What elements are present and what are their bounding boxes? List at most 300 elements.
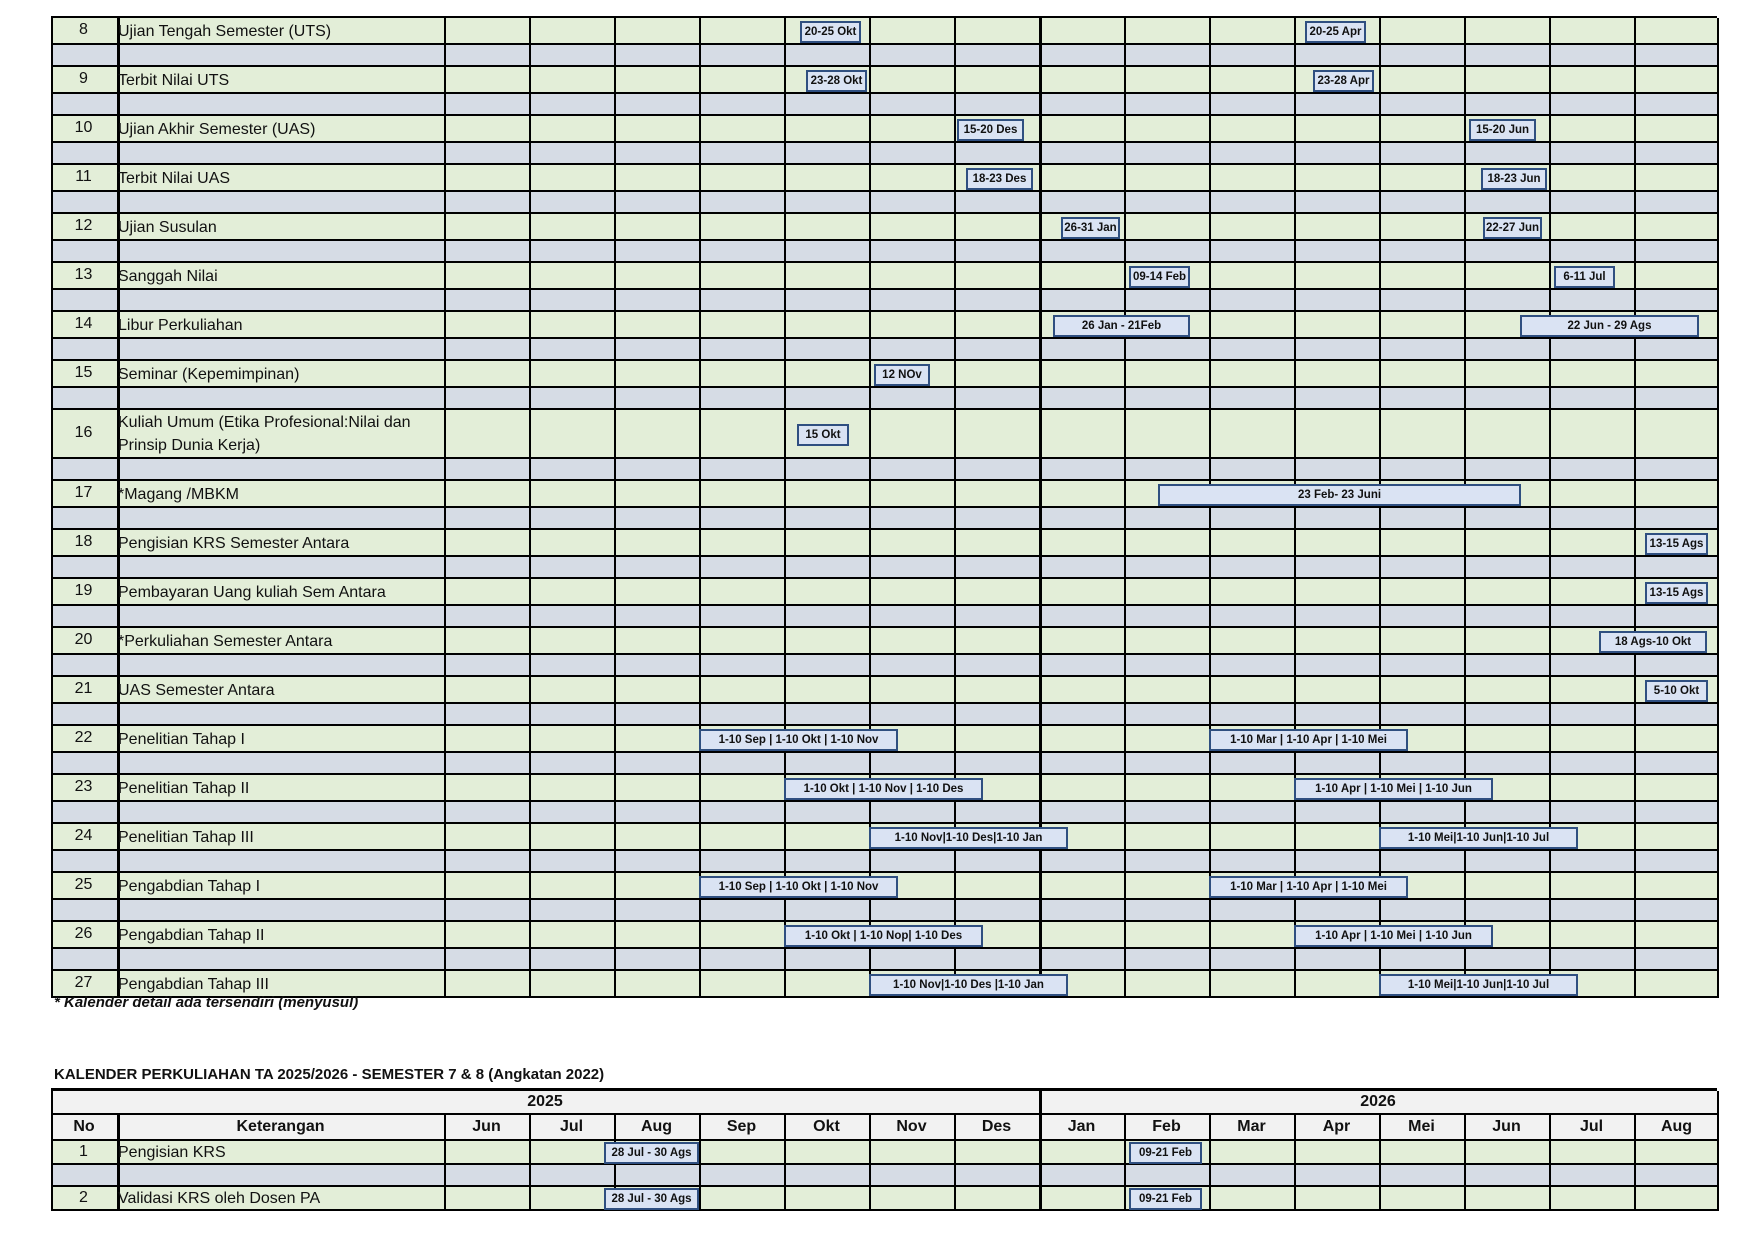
column-header-month: Apr <box>1322 1118 1351 1135</box>
grid-line <box>1717 873 1719 900</box>
grid-line <box>1379 214 1381 241</box>
grid-line <box>784 1141 786 1165</box>
column-header-keterangan: Keterangan <box>236 1118 325 1135</box>
grid-line <box>1464 67 1466 94</box>
grid-line <box>614 775 616 802</box>
spacer-row <box>51 1165 1717 1187</box>
grid-line <box>614 459 616 481</box>
grid-line <box>699 481 701 508</box>
grid-line <box>444 94 446 116</box>
grid-line <box>614 67 616 94</box>
grid-line <box>1379 339 1381 361</box>
grid-line <box>784 165 786 192</box>
grid-line <box>1549 192 1551 214</box>
grid-line <box>529 753 531 775</box>
grid-line <box>529 263 531 290</box>
grid-line <box>1549 606 1551 628</box>
grid-line <box>699 851 701 873</box>
grid-line <box>1039 410 1042 459</box>
row-number: 20 <box>74 630 93 648</box>
grid-line <box>1124 481 1126 508</box>
grid-line <box>1294 18 1296 45</box>
grid-line <box>614 606 616 628</box>
grid-line <box>1549 775 1551 802</box>
grid-line <box>1039 873 1042 900</box>
grid-line <box>1717 900 1719 922</box>
grid-line <box>1039 165 1042 192</box>
grid-line <box>51 94 53 116</box>
grid-line <box>784 971 786 998</box>
grid-line <box>1379 628 1381 655</box>
grid-line <box>1209 606 1211 628</box>
grid-line <box>699 1165 701 1187</box>
row-number: 21 <box>74 679 93 697</box>
grid-line <box>699 214 701 241</box>
date-range-bar: 1-10 Apr | 1-10 Mei | 1-10 Jun <box>1294 778 1493 800</box>
grid-line <box>1717 922 1719 949</box>
grid-line <box>869 753 871 775</box>
grid-line <box>869 290 871 312</box>
grid-line <box>954 900 956 922</box>
date-range-bar: 22-27 Jun <box>1483 217 1542 239</box>
grid-line <box>1124 873 1126 900</box>
grid-line <box>1379 1187 1381 1211</box>
grid-line <box>1124 655 1126 677</box>
row-number: 10 <box>74 118 93 136</box>
grid-line <box>614 704 616 726</box>
grid-line <box>1209 67 1211 94</box>
grid-line <box>1294 628 1296 655</box>
grid-line <box>529 45 531 67</box>
spacer-row <box>51 704 1717 726</box>
grid-line <box>1039 459 1042 481</box>
column-header-month: Mei <box>1408 1118 1435 1135</box>
grid-line <box>1634 1187 1636 1211</box>
grid-line <box>1039 530 1042 557</box>
grid-line <box>699 775 701 802</box>
grid-line <box>784 143 786 165</box>
grid-line <box>529 339 531 361</box>
grid-line <box>1124 263 1126 290</box>
grid-line <box>117 388 120 410</box>
row-number: 2 <box>79 1189 88 1206</box>
grid-line <box>954 753 956 775</box>
grid-line <box>1209 1187 1211 1211</box>
grid-line <box>444 388 446 410</box>
grid-line <box>1209 116 1211 143</box>
grid-line <box>614 824 616 851</box>
grid-line <box>954 263 956 290</box>
grid-line <box>444 1141 446 1165</box>
grid-line <box>954 530 956 557</box>
date-range-bar: 15-20 Jun <box>1469 119 1536 141</box>
grid-line <box>1634 192 1636 214</box>
grid-line <box>1379 900 1381 922</box>
grid-line <box>529 388 531 410</box>
grid-line <box>784 410 786 459</box>
grid-line <box>529 290 531 312</box>
grid-line <box>869 312 871 339</box>
date-range-bar: 15-20 Des <box>957 119 1024 141</box>
grid-line <box>529 165 531 192</box>
grid-line <box>954 557 956 579</box>
grid-line <box>784 339 786 361</box>
grid-line <box>699 116 701 143</box>
grid-line <box>1379 606 1381 628</box>
grid-line <box>614 312 616 339</box>
date-range-bar: 1-10 Mar | 1-10 Apr | 1-10 Mei <box>1209 729 1408 751</box>
grid-line <box>117 557 120 579</box>
grid-line <box>51 339 53 361</box>
grid-line <box>1209 45 1211 67</box>
grid-line <box>1549 263 1551 290</box>
grid-line <box>784 802 786 824</box>
grid-line <box>1209 459 1211 481</box>
column-header-month: Jul <box>1579 1118 1604 1135</box>
grid-line <box>117 290 120 312</box>
date-range-bar: 20-25 Okt <box>800 21 861 43</box>
row-label: Ujian Susulan <box>118 218 217 236</box>
grid-line <box>1717 388 1719 410</box>
grid-line <box>1209 971 1211 998</box>
column-header-month: Jul <box>559 1118 584 1135</box>
grid-line <box>1209 263 1211 290</box>
grid-line <box>1634 290 1636 312</box>
grid-line <box>869 1187 871 1211</box>
grid-line <box>444 241 446 263</box>
grid-line <box>1039 388 1042 410</box>
grid-line <box>1039 557 1042 579</box>
grid-line <box>529 192 531 214</box>
spacer-row <box>51 753 1717 775</box>
grid-line <box>614 949 616 971</box>
grid-line <box>1549 361 1551 388</box>
grid-line <box>1039 67 1042 94</box>
grid-line <box>869 579 871 606</box>
grid-line <box>954 214 956 241</box>
row-label: Penelitian Tahap III <box>118 828 254 846</box>
grid-line <box>1464 1165 1466 1187</box>
grid-line <box>117 704 120 726</box>
grid-line <box>1124 143 1126 165</box>
row-number: 15 <box>74 363 93 381</box>
grid-line <box>444 851 446 873</box>
grid-line <box>699 1141 701 1165</box>
spacer-row <box>51 557 1717 579</box>
grid-line <box>1039 214 1042 241</box>
grid-line <box>1124 508 1126 530</box>
grid-line <box>784 753 786 775</box>
date-range-bar: 1-10 Mar | 1-10 Apr | 1-10 Mei <box>1209 876 1408 898</box>
grid-line <box>699 312 701 339</box>
table-row <box>51 677 1717 704</box>
grid-line <box>1379 361 1381 388</box>
grid-line <box>1717 851 1719 873</box>
grid-line <box>1124 18 1126 45</box>
grid-line <box>1464 1141 1466 1165</box>
grid-line <box>444 361 446 388</box>
grid-line <box>1549 851 1551 873</box>
row-number: 27 <box>74 973 93 991</box>
grid-line <box>1124 628 1126 655</box>
grid-line <box>117 143 120 165</box>
row-label: Pengabdian Tahap III <box>118 975 269 993</box>
grid-line <box>1039 361 1042 388</box>
grid-line <box>1464 802 1466 824</box>
grid-line <box>614 971 616 998</box>
grid-line <box>1209 579 1211 606</box>
grid-line <box>529 579 531 606</box>
grid-line <box>954 873 956 900</box>
grid-line <box>869 18 871 45</box>
grid-line <box>1124 557 1126 579</box>
grid-line <box>1717 339 1719 361</box>
grid-line <box>1634 824 1636 851</box>
grid-line <box>1039 18 1042 45</box>
grid-line <box>529 628 531 655</box>
date-range-bar: 23 Feb- 23 Juni <box>1158 484 1521 506</box>
date-range-bar: 09-21 Feb <box>1129 1142 1202 1164</box>
grid-line <box>444 18 446 45</box>
year-2026: 2026 <box>1360 1093 1396 1110</box>
grid-line <box>1549 726 1551 753</box>
grid-line <box>869 214 871 241</box>
grid-line <box>444 971 446 998</box>
grid-line <box>784 677 786 704</box>
grid-line <box>1294 753 1296 775</box>
grid-line <box>1294 579 1296 606</box>
grid-line <box>1634 557 1636 579</box>
grid-line <box>1379 579 1381 606</box>
grid-line <box>699 94 701 116</box>
spacer-row <box>51 508 1717 530</box>
grid-line <box>444 922 446 949</box>
grid-line <box>699 143 701 165</box>
grid-line <box>784 388 786 410</box>
grid-line <box>1464 263 1466 290</box>
grid-line <box>869 900 871 922</box>
grid-line <box>1209 192 1211 214</box>
spacer-row <box>51 45 1717 67</box>
grid-line <box>869 361 871 388</box>
grid-line <box>1634 214 1636 241</box>
grid-line <box>1549 1165 1551 1187</box>
grid-line <box>1124 290 1126 312</box>
row-number: 25 <box>74 875 93 893</box>
grid-line <box>51 704 53 726</box>
grid-line <box>1294 1165 1296 1187</box>
grid-line <box>954 628 956 655</box>
grid-line <box>444 677 446 704</box>
grid-line <box>614 677 616 704</box>
row-number: 22 <box>74 728 93 746</box>
grid-line <box>1464 704 1466 726</box>
grid-line <box>784 290 786 312</box>
grid-line <box>529 143 531 165</box>
row-number: 11 <box>75 167 92 185</box>
grid-line <box>1294 1141 1296 1165</box>
grid-line <box>117 851 120 873</box>
grid-line <box>117 1165 120 1187</box>
grid-line <box>784 1165 786 1187</box>
grid-line <box>954 508 956 530</box>
grid-line <box>1209 312 1211 339</box>
grid-line <box>529 214 531 241</box>
grid-line <box>699 557 701 579</box>
grid-line <box>529 361 531 388</box>
grid-line <box>699 388 701 410</box>
grid-line <box>444 481 446 508</box>
grid-line <box>699 824 701 851</box>
grid-line <box>954 361 956 388</box>
grid-line <box>1294 655 1296 677</box>
grid-line <box>1379 241 1381 263</box>
grid-line <box>117 241 120 263</box>
grid-line <box>1549 1141 1551 1165</box>
grid-line <box>869 67 871 94</box>
grid-line <box>51 459 53 481</box>
grid-line <box>529 949 531 971</box>
grid-line <box>699 753 701 775</box>
grid-line <box>1379 312 1381 339</box>
grid-line <box>529 677 531 704</box>
grid-line <box>614 726 616 753</box>
date-range-bar: 13-15 Ags <box>1645 582 1708 604</box>
grid-line <box>51 388 53 410</box>
grid-line <box>529 873 531 900</box>
grid-line <box>784 557 786 579</box>
grid-line <box>614 873 616 900</box>
column-header-month: Nov <box>896 1118 927 1135</box>
row-number: 1 <box>79 1143 88 1160</box>
grid-line <box>1717 508 1719 530</box>
grid-line <box>1209 508 1211 530</box>
grid-line <box>1124 410 1126 459</box>
grid-line <box>784 606 786 628</box>
date-range-bar: 28 Jul - 30 Ags <box>604 1142 699 1164</box>
grid-line <box>1124 900 1126 922</box>
grid-line <box>784 312 786 339</box>
row-label: Seminar (Kepemimpinan) <box>118 365 300 383</box>
grid-line <box>1464 45 1466 67</box>
grid-line <box>1209 557 1211 579</box>
grid-line <box>1379 45 1381 67</box>
grid-line <box>51 241 53 263</box>
grid-line <box>529 18 531 45</box>
date-range-bar: 1-10 Okt | 1-10 Nov | 1-10 Des <box>784 778 983 800</box>
grid-line <box>1549 704 1551 726</box>
grid-line <box>869 1141 871 1165</box>
grid-line <box>1717 241 1719 263</box>
grid-line <box>614 290 616 312</box>
year-2025: 2025 <box>527 1093 563 1110</box>
grid-line <box>529 824 531 851</box>
date-range-bar: 1-10 Mei|1-10 Jun|1-10 Jul <box>1379 974 1578 996</box>
grid-line <box>1549 628 1551 655</box>
spacer-row <box>51 851 1717 873</box>
grid-line <box>1294 971 1296 998</box>
grid-line <box>117 949 120 971</box>
grid-line <box>1209 922 1211 949</box>
grid-line <box>614 753 616 775</box>
grid-line <box>954 165 956 192</box>
grid-line <box>1549 165 1551 192</box>
grid-line <box>1379 388 1381 410</box>
row-label: Validasi KRS oleh Dosen PA <box>118 1190 321 1207</box>
grid-line <box>1039 481 1042 508</box>
grid-line <box>1124 67 1126 94</box>
grid-line <box>1209 339 1211 361</box>
grid-line <box>1039 606 1042 628</box>
grid-line <box>954 949 956 971</box>
grid-line <box>954 388 956 410</box>
grid-line <box>954 116 956 143</box>
grid-line <box>444 775 446 802</box>
date-range-bar: 6-11 Jul <box>1554 266 1615 288</box>
grid-line <box>699 339 701 361</box>
grid-line <box>1379 165 1381 192</box>
column-header-month: Jan <box>1067 1118 1096 1135</box>
grid-line <box>1464 312 1466 339</box>
grid-line <box>1379 851 1381 873</box>
column-header-month: Jun <box>1492 1118 1521 1135</box>
grid-line <box>1294 94 1296 116</box>
grid-line <box>51 192 53 214</box>
grid-line <box>1209 18 1211 45</box>
grid-line <box>1379 557 1381 579</box>
grid-line <box>444 214 446 241</box>
grid-line <box>117 753 120 775</box>
grid-line <box>1039 775 1042 802</box>
grid-line <box>1549 481 1551 508</box>
grid-line <box>1294 263 1296 290</box>
grid-line <box>614 165 616 192</box>
row-label: Kuliah Umum (Etika Profesional:Nilai dan <box>118 414 411 431</box>
grid-line <box>1634 949 1636 971</box>
grid-line <box>444 824 446 851</box>
grid-line <box>1209 677 1211 704</box>
grid-line <box>614 361 616 388</box>
grid-line <box>1039 143 1042 165</box>
grid-line <box>954 45 956 67</box>
grid-line <box>1464 949 1466 971</box>
grid-line <box>529 530 531 557</box>
grid-line <box>51 753 53 775</box>
row-number: 12 <box>74 216 93 234</box>
grid-line <box>699 410 701 459</box>
grid-line <box>1039 508 1042 530</box>
grid-line <box>699 361 701 388</box>
grid-line <box>529 971 531 998</box>
grid-line <box>444 900 446 922</box>
grid-line <box>614 900 616 922</box>
column-header-month: Feb <box>1152 1118 1181 1135</box>
grid-line <box>1379 263 1381 290</box>
date-range-bar: 12 NOv <box>874 364 930 386</box>
grid-line <box>1124 971 1126 998</box>
grid-line <box>117 900 120 922</box>
grid-line <box>1634 67 1636 94</box>
spacer-row <box>51 143 1717 165</box>
grid-line <box>529 900 531 922</box>
grid-line <box>444 143 446 165</box>
grid-line <box>1717 824 1719 851</box>
grid-line <box>1379 18 1381 45</box>
grid-line <box>1717 971 1719 998</box>
grid-line <box>784 45 786 67</box>
grid-line <box>784 481 786 508</box>
grid-line <box>954 704 956 726</box>
